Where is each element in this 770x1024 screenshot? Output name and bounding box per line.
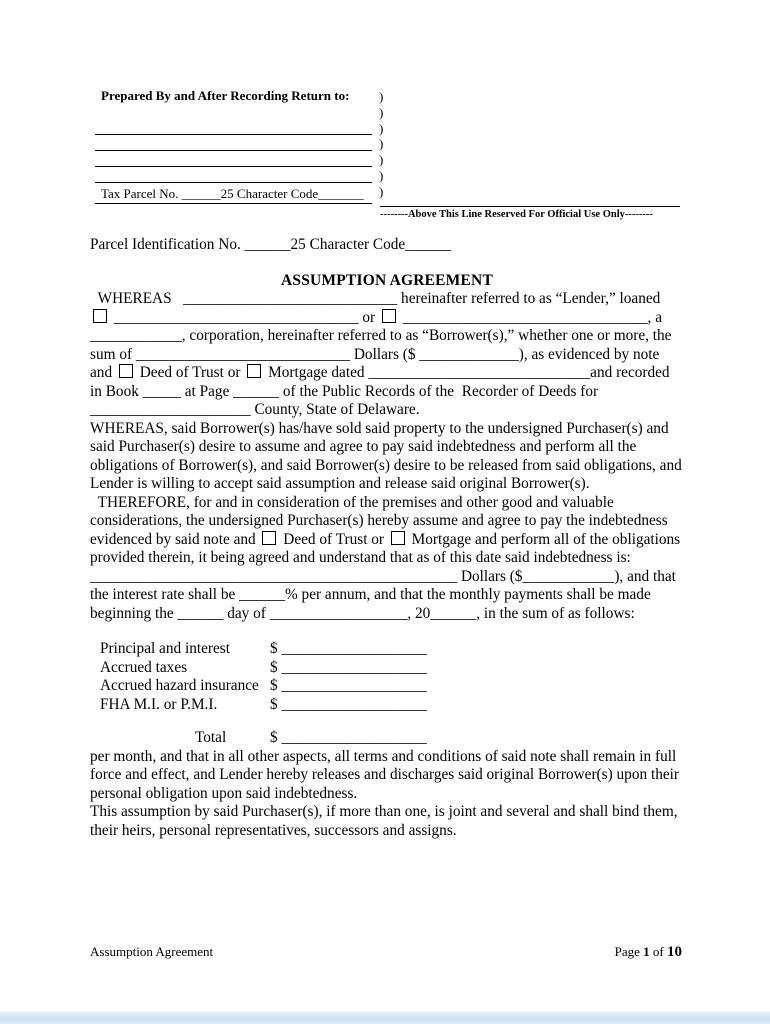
closing-paren: ) <box>379 120 384 136</box>
closing-paren: ) <box>379 152 384 168</box>
amount-blank[interactable]: $ ___________________ <box>270 695 427 713</box>
closing-paren: ) <box>379 104 384 120</box>
page-number: 1 <box>643 944 650 959</box>
borrower-option1-checkbox[interactable] <box>93 309 107 323</box>
therefore-text-2: Deed of Trust or <box>279 530 388 548</box>
paragraph-indebtedness: ________________________________________________ Dollars ($____________), and that the interest rate shall be ______% per annum, and that the monthly payments shall be made beginning the ______ day of __________________, 20______, in the sum of as follows: <box>90 567 680 622</box>
return-address-line-4[interactable] <box>95 167 372 183</box>
amount-row-principal <box>100 640 684 659</box>
amount-row-total <box>100 729 684 748</box>
whereas-loan-text-2: ________________________________ or <box>110 308 379 326</box>
amount-row-fha-pmi <box>100 696 684 715</box>
paragraph-per-month: per month, and that in all other aspects, all terms and conditions of said note shall remain in full force and effect, and Lender hereby releases and discharges said original Borrower(s) upon their personal obligation upon said indebtedness. <box>90 747 683 802</box>
paragraph-assumption-binds: This assumption by said Purchaser(s), if more than one, is joint and several and shall bind them, their heirs, personal representatives, successors and assigns. <box>90 803 682 839</box>
therefore-mortgage-checkbox[interactable] <box>391 531 405 545</box>
spacer <box>95 104 372 119</box>
total-blank[interactable]: $ ___________________ <box>270 729 427 746</box>
tax-parcel-line: Tax Parcel No. ______25 Character Code_______ <box>95 183 372 204</box>
closing-paren: ) <box>379 183 384 199</box>
whereas-loan-text-4: Deed of Trust or <box>135 364 245 381</box>
amounts-table <box>90 640 684 748</box>
return-address-line-1[interactable] <box>95 119 372 135</box>
amount-label: FHA M.I. or P.M.I. <box>100 695 218 713</box>
amount-blank[interactable]: $ ___________________ <box>270 640 427 657</box>
whereas-loan-text-1: WHEREAS ____________________________ hereinafter referred to as “Lender,” loaned <box>90 290 665 307</box>
amount-label: Principal and interest <box>100 640 230 657</box>
amount-label: Accrued taxes <box>100 658 188 676</box>
paragraph-whereas-loan <box>90 290 684 420</box>
paren-column <box>379 89 383 200</box>
prepared-by-block <box>95 88 372 204</box>
official-use-notice: --------Above This Line Reserved For Official Use Only-------- <box>380 206 680 220</box>
deed-of-trust-checkbox[interactable] <box>119 364 133 378</box>
whereas-loan-text-5: Mortgage dated _____________________________and recorded in Book _____ at Page ______ of the Public Records of the Recorder of Deeds for _____________________ County, State of Delaware. <box>90 364 674 418</box>
paragraph-therefore <box>90 494 684 568</box>
of-word: of <box>649 944 667 959</box>
total-label: Total <box>195 729 227 746</box>
therefore-text-1: THEREFORE, for and in consideration of the premises and other good and valuable considerations, the undersigned Purchaser(s) hereby assume and agree to pay the indebtedness evidenced by said note and <box>90 493 672 548</box>
prepared-by-label: Prepared By and After Recording Return to: <box>101 88 350 103</box>
amount-label: Accrued hazard insurance <box>100 677 259 694</box>
page-word: Page <box>614 944 644 959</box>
parcel-identification-line: Parcel Identification No. ______25 Character Code______ <box>90 236 452 253</box>
closing-paren: ) <box>379 167 384 183</box>
footer-document-name: Assumption Agreement <box>90 944 214 959</box>
mortgage-checkbox[interactable] <box>247 364 261 378</box>
return-address-line-2[interactable] <box>95 135 372 151</box>
document-body <box>90 230 684 840</box>
footer-page-number <box>615 944 682 961</box>
page-footer <box>90 944 682 961</box>
amount-row-taxes <box>100 659 684 678</box>
total-pages: 10 <box>667 944 682 960</box>
therefore-text-3: Mortgage and perform all of the obligations provided therein, it being agreed and understand that as of this date said indebtedness is: <box>90 530 684 566</box>
viewer-bottom-bar <box>0 1011 770 1024</box>
amount-row-hazard-insurance <box>100 677 684 696</box>
paragraph-whereas-sold: WHEREAS, said Borrower(s) has/have sold said property to the undersigned Purchaser(s) and said Purchaser(s) desire to assume and agree to pay said indebtedness and perform all the obligations of Borrower(s), and said Borrower(s) desire to be released from said obligations, and Lender is willing to accept said assumption and release said original Borrower(s). <box>90 419 686 492</box>
closing-paren: ) <box>379 89 384 104</box>
closing-paren: ) <box>379 136 384 152</box>
amount-blank[interactable]: $ ___________________ <box>270 677 427 694</box>
therefore-deed-of-trust-checkbox[interactable] <box>262 531 276 545</box>
borrower-option2-checkbox[interactable] <box>382 309 396 323</box>
whereas-loan-text-3: ________________________________, a ____________, corporation, hereinafter referred to as “Borrower(s),” whether one or more, the sum of ____________________________ Dollars ($ _____________), as evidenced by note and <box>90 308 676 381</box>
document-title: ASSUMPTION AGREEMENT <box>281 271 493 289</box>
amount-blank[interactable]: $ ___________________ <box>270 658 427 676</box>
return-address-line-3[interactable] <box>95 151 372 167</box>
